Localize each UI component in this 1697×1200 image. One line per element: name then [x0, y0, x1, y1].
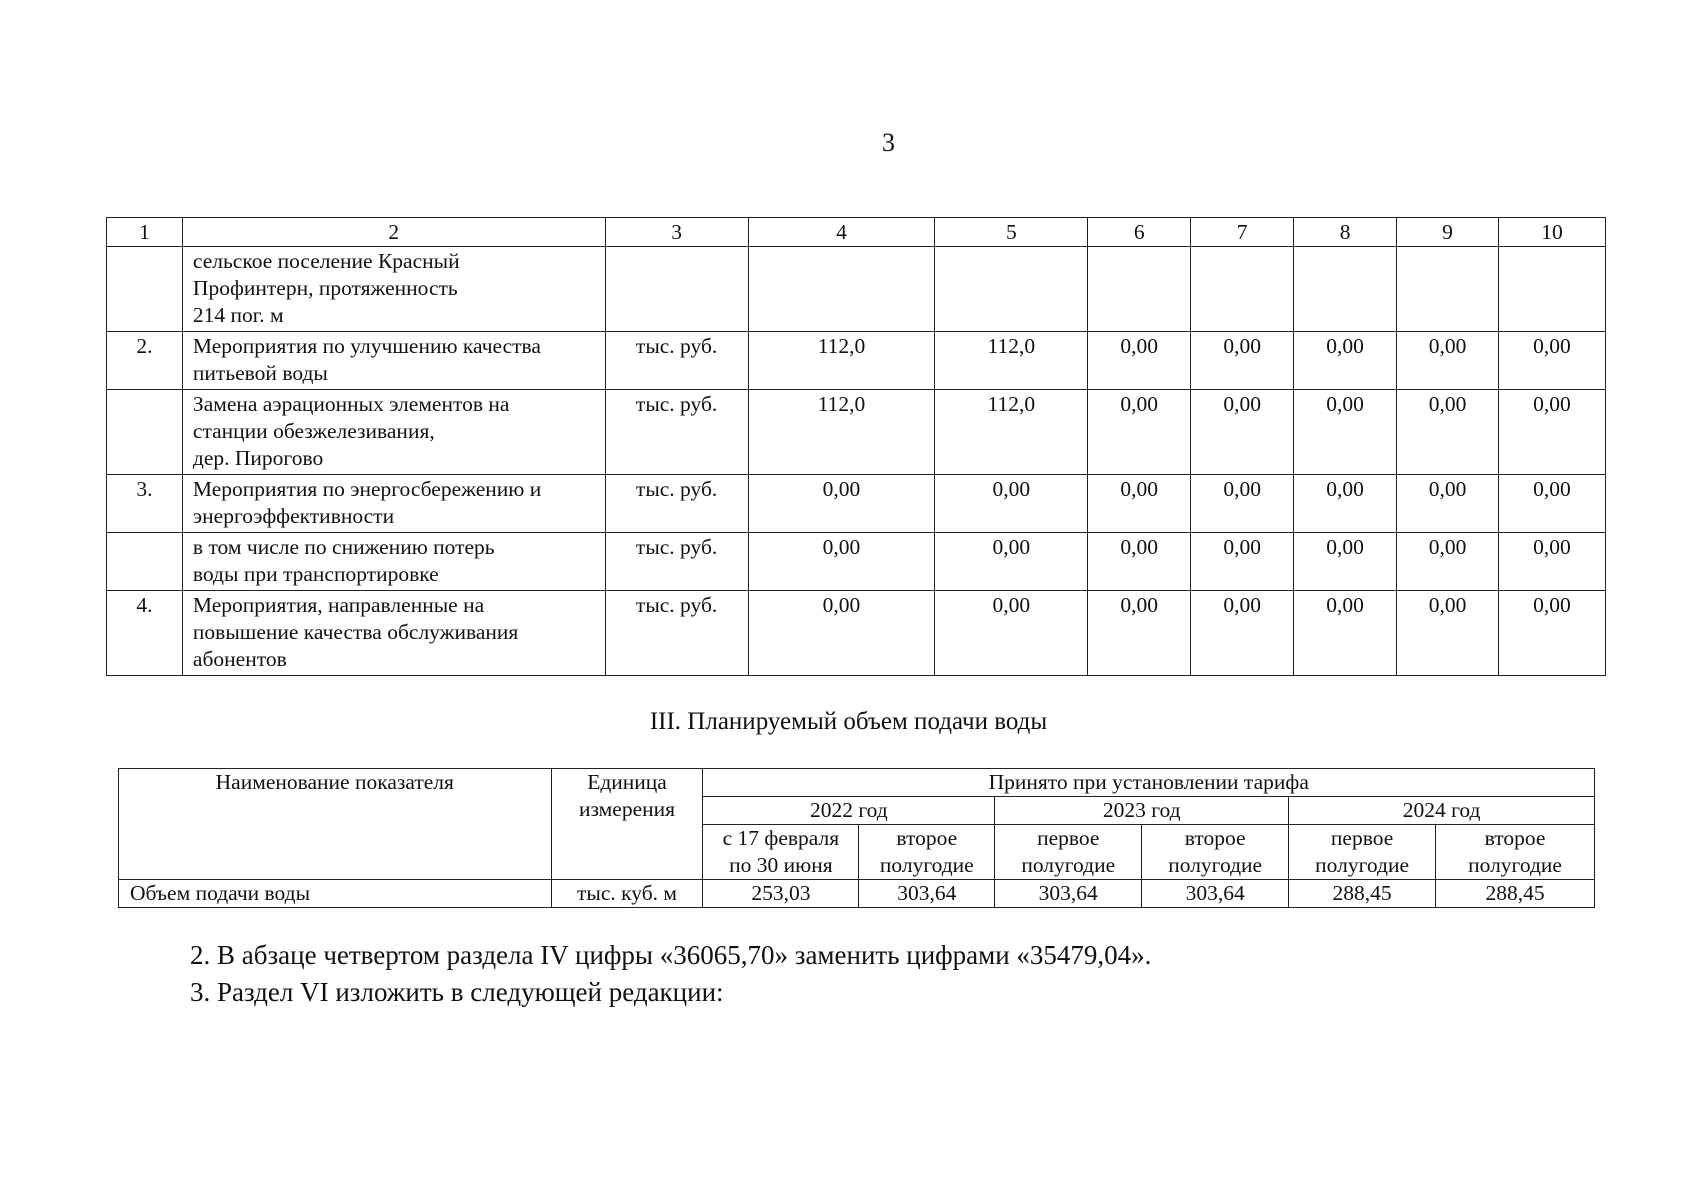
value-cell: 0,00	[1191, 475, 1294, 533]
value-cell: 0,00	[1294, 591, 1397, 676]
value-cell: 0,00	[1294, 475, 1397, 533]
row-index: 2.	[107, 332, 183, 390]
header-row	[119, 769, 1595, 797]
value-cell: 0,00	[1088, 591, 1191, 676]
cell	[1191, 247, 1294, 332]
paragraph: 2. В абзаце четвертом раздела IV цифры «36065,70» заменить цифрами «35479,04».	[190, 940, 1152, 970]
value-cell: 303,64	[1142, 880, 1289, 908]
column-header-unit	[551, 769, 703, 880]
value-cell: 0,00	[748, 591, 935, 676]
value-cell: 0,00	[1088, 475, 1191, 533]
value-cell: 0,00	[1498, 533, 1605, 591]
column-number: 2	[182, 218, 605, 247]
cell	[1294, 247, 1397, 332]
text-line: измерения	[578, 797, 676, 821]
column-header-name: Наименование показателя	[119, 769, 552, 880]
value-cell: 0,00	[1191, 591, 1294, 676]
text-line: станции обезжелезивания,	[192, 419, 435, 443]
text-line: полугодие	[1468, 853, 1562, 877]
table-row	[107, 475, 1606, 533]
text-line: по 30 июня	[729, 853, 833, 877]
row-unit	[605, 247, 748, 332]
period-header	[859, 825, 995, 880]
text-line: полугодие	[879, 853, 974, 877]
text-line: в том числе по снижению потерь	[192, 535, 495, 559]
text-line: Мероприятия по улучшению качества	[192, 334, 541, 358]
value-cell: 0,00	[1397, 533, 1499, 591]
text-line: Мероприятия по энергосбережению и	[192, 477, 542, 501]
section-title: III. Планируемый объем подачи воды	[649, 708, 1048, 735]
value-cell: 112,0	[748, 332, 935, 390]
text-line: полугодие	[1021, 853, 1116, 877]
value-cell: 0,00	[935, 475, 1088, 533]
cell	[1498, 247, 1605, 332]
period-header	[1142, 825, 1289, 880]
text-line: Профинтерн, протяженность	[192, 276, 458, 300]
row-name	[182, 533, 605, 591]
value-cell: 303,64	[995, 880, 1142, 908]
row-unit: тыс. руб.	[605, 533, 748, 591]
value-cell: 253,03	[703, 880, 859, 908]
value-cell: 0,00	[1397, 475, 1499, 533]
text-line: воды при транспортировке	[192, 562, 439, 586]
investment-measures-table	[106, 217, 1606, 676]
row-name	[182, 475, 605, 533]
text-line: первое	[1330, 826, 1394, 850]
text-line: питьевой воды	[192, 361, 328, 385]
value-cell: 0,00	[1397, 591, 1499, 676]
water-supply-volume-table	[118, 768, 1595, 908]
year-header: 2023 год	[995, 797, 1289, 825]
text-line: Единица	[587, 770, 667, 794]
column-number: 1	[107, 218, 183, 247]
row-name: Объем подачи воды	[119, 880, 552, 908]
text-line: второе	[1184, 826, 1246, 850]
column-number: 4	[748, 218, 935, 247]
year-header: 2024 год	[1289, 797, 1595, 825]
value-cell: 0,00	[1294, 332, 1397, 390]
cell	[748, 247, 935, 332]
value-cell: 303,64	[859, 880, 995, 908]
text-line: 214 пог. м	[192, 303, 284, 327]
value-cell: 0,00	[1191, 533, 1294, 591]
text-line: энергоэффективности	[192, 504, 395, 528]
row-name	[182, 591, 605, 676]
text-line: абонентов	[192, 647, 287, 671]
period-header	[995, 825, 1142, 880]
table-row	[107, 533, 1606, 591]
value-cell: 0,00	[1294, 390, 1397, 475]
column-number: 5	[935, 218, 1088, 247]
row-index	[107, 390, 183, 475]
data-row	[119, 880, 1595, 908]
column-number: 8	[1294, 218, 1397, 247]
row-index: 4.	[107, 591, 183, 676]
text-line: полугодие	[1168, 853, 1263, 877]
period-header	[1436, 825, 1595, 880]
column-number: 7	[1191, 218, 1294, 247]
text-line: полугодие	[1315, 853, 1410, 877]
row-index	[107, 247, 183, 332]
value-cell: 0,00	[1088, 390, 1191, 475]
cell	[935, 247, 1088, 332]
value-cell: 0,00	[748, 475, 935, 533]
text-line: повышение качества обслуживания	[192, 620, 519, 644]
value-cell: 0,00	[1294, 533, 1397, 591]
row-unit: тыс. руб.	[605, 332, 748, 390]
value-cell: 0,00	[1191, 390, 1294, 475]
column-number: 10	[1498, 218, 1605, 247]
year-header: 2022 год	[703, 797, 995, 825]
value-cell: 0,00	[1498, 390, 1605, 475]
value-cell: 0,00	[1498, 591, 1605, 676]
text-line: второе	[896, 826, 958, 850]
value-cell: 0,00	[935, 591, 1088, 676]
value-cell: 112,0	[748, 390, 935, 475]
row-unit: тыс. руб.	[605, 475, 748, 533]
paragraph: 3. Раздел VI изложить в следующей редакции:	[190, 977, 724, 1007]
row-index: 3.	[107, 475, 183, 533]
column-number-row	[107, 218, 1606, 247]
cell	[1397, 247, 1499, 332]
text-line: Замена аэрационных элементов на	[192, 392, 510, 416]
value-cell: 0,00	[1088, 533, 1191, 591]
period-header	[1289, 825, 1436, 880]
value-cell: 288,45	[1289, 880, 1436, 908]
value-cell: 0,00	[748, 533, 935, 591]
table-row	[107, 390, 1606, 475]
cell	[1088, 247, 1191, 332]
value-cell: 288,45	[1436, 880, 1595, 908]
text-line: дер. Пирогово	[192, 446, 324, 470]
value-cell: 0,00	[1088, 332, 1191, 390]
row-unit: тыс. куб. м	[551, 880, 703, 908]
row-name	[182, 247, 605, 332]
value-cell: 0,00	[1191, 332, 1294, 390]
table-row	[107, 332, 1606, 390]
text-line: первое	[1037, 826, 1100, 850]
text-line: сельское поселение Красный	[192, 249, 460, 273]
row-name	[182, 332, 605, 390]
row-index	[107, 533, 183, 591]
column-number: 3	[605, 218, 748, 247]
page-number: 3	[882, 128, 895, 157]
column-number: 6	[1088, 218, 1191, 247]
row-unit: тыс. руб.	[605, 591, 748, 676]
value-cell: 0,00	[1397, 390, 1499, 475]
column-number: 9	[1397, 218, 1499, 247]
table-row	[107, 591, 1606, 676]
row-unit: тыс. руб.	[605, 390, 748, 475]
value-cell: 0,00	[1498, 475, 1605, 533]
period-header	[703, 825, 859, 880]
value-cell: 0,00	[935, 533, 1088, 591]
text-line: второе	[1484, 826, 1546, 850]
table-row	[107, 247, 1606, 332]
value-cell: 112,0	[935, 332, 1088, 390]
row-name	[182, 390, 605, 475]
value-cell: 0,00	[1397, 332, 1499, 390]
column-header-group: Принято при установлении тарифа	[703, 769, 1595, 797]
text-line: с 17 февраля	[722, 826, 840, 850]
value-cell: 112,0	[935, 390, 1088, 475]
text-line: Мероприятия, направленные на	[192, 593, 485, 617]
value-cell: 0,00	[1498, 332, 1605, 390]
